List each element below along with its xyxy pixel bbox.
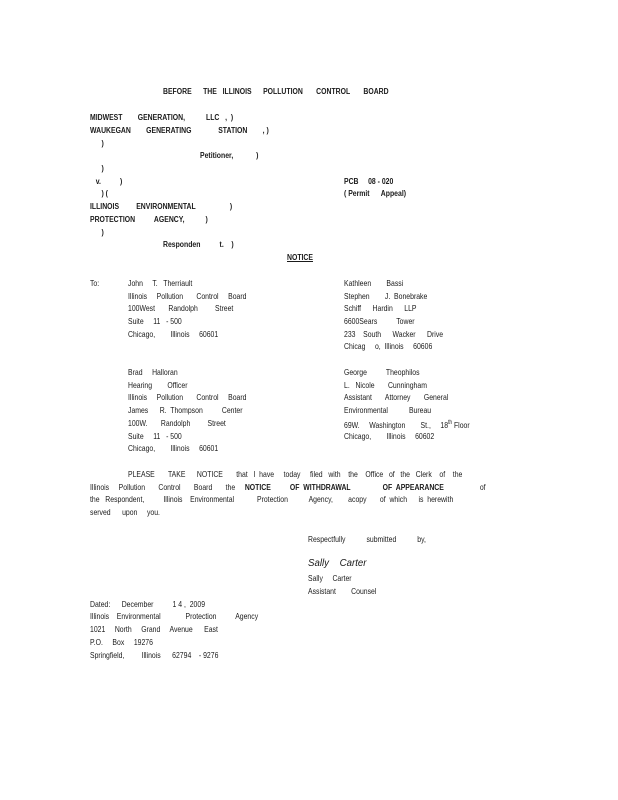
recipient-line: Illinois Pollution Control Board [128, 392, 247, 402]
caption-line: WAUKEGAN GENERATING STATION , ) [90, 125, 269, 135]
recipient-line: 233 South Wacker Drive [344, 329, 444, 339]
body-line: PLEASE TAKE NOTICE that I have today filed with the Office of the Clerk of the [128, 469, 463, 479]
recipient-line: Chicago, Illinois 60602 [344, 431, 435, 441]
footer-line: 1021 North Grand Avenue East [90, 624, 218, 634]
recipient-line: John T. Therriault [128, 278, 193, 288]
footer-line: P.O. Box 19276 [90, 637, 153, 647]
closing: Respectfully submitted by, [308, 534, 426, 544]
recipient-line: Stephen J. Bonebrake [344, 291, 428, 301]
body-line-start: Illinois Pollution Control Board the [90, 482, 236, 492]
caption-line: ) [90, 163, 104, 173]
caption-line: ) [90, 227, 104, 237]
floor-word: Floor [453, 419, 470, 430]
signer-title: Assistant Counsel [308, 586, 377, 596]
caption-versus: v. ) [90, 176, 123, 186]
recipient-line: Suite 11 - 500 [128, 316, 182, 326]
recipient-line: James R. Thompson Center [128, 405, 243, 415]
recipient-line: 100W. Randolph Street [128, 418, 226, 428]
signature: Sally Carter [308, 557, 367, 569]
footer-line: Springfield, Illinois 62794 - 9276 [90, 650, 219, 660]
caption-petitioner: Petitioner, ) [200, 150, 259, 160]
recipient-line: Chicag o, Illinois 60606 [344, 341, 433, 351]
recipient-line: Illinois Pollution Control Board [128, 291, 247, 301]
caption-line: PROTECTION AGENCY, ) [90, 214, 208, 224]
recipient-line-floor [344, 418, 470, 431]
caption-line: ) ( [90, 188, 108, 198]
recipient-line: George Theophilos [344, 367, 420, 377]
document-heading: BEFORE THE ILLINOIS POLLUTION CONTROL BOARD [163, 86, 389, 96]
body-bold-notice: NOTICE OF WITHDRAWAL [244, 482, 351, 492]
recipient-line: L. Nicole Cunningham [344, 380, 427, 390]
recipient-line: 6600Sears Tower [344, 316, 415, 326]
recipient-line: Environmental Bureau [344, 405, 432, 415]
caption-line: MIDWEST GENERATION, LLC , ) [90, 112, 234, 122]
signer-name: Sally Carter [308, 573, 352, 583]
caption-line: ) [90, 138, 104, 148]
caption-respondent: Responden t. ) [163, 239, 234, 249]
body-line: served upon you. [90, 507, 160, 517]
recipient-line: Chicago, Illinois 60601 [128, 329, 219, 339]
footer-line: Illinois Environmental Protection Agency [90, 611, 259, 621]
caption-line: ILLINOIS ENVIRONMENTAL ) [90, 201, 233, 211]
footer-line: Dated: December 1 4 , 2009 [90, 599, 206, 609]
recipient-line: Suite 11 - 500 [128, 431, 182, 441]
recipient-line: Chicago, Illinois 60601 [128, 443, 219, 453]
case-type: ( Permit Appeal) [344, 188, 407, 198]
recipient-line: Kathleen Bassi [344, 278, 404, 288]
recipient-line: Hearing Officer [128, 380, 188, 390]
recipient-line: 100West Randolph Street [128, 303, 234, 313]
body-line: the Respondent, Illinois Environmental Protection Agency, acopy of which is herewith [90, 494, 454, 504]
recipient-line: Schiff Hardin LLP [344, 303, 417, 313]
recipient-line: Brad Halloran [128, 367, 178, 377]
recipient-address: 69W. Washington St., 18 [344, 419, 449, 430]
body-of: of [479, 482, 486, 492]
body-bold-appearance: OF APPEARANCE [382, 482, 444, 492]
notice-title: NOTICE [287, 252, 313, 262]
recipient-line: Assistant Attorney General [344, 392, 449, 402]
case-number: PCB 08 - 020 [344, 176, 394, 186]
to-label: To: [90, 278, 100, 288]
floor-superscript: th [448, 420, 453, 426]
body-line [90, 482, 486, 493]
